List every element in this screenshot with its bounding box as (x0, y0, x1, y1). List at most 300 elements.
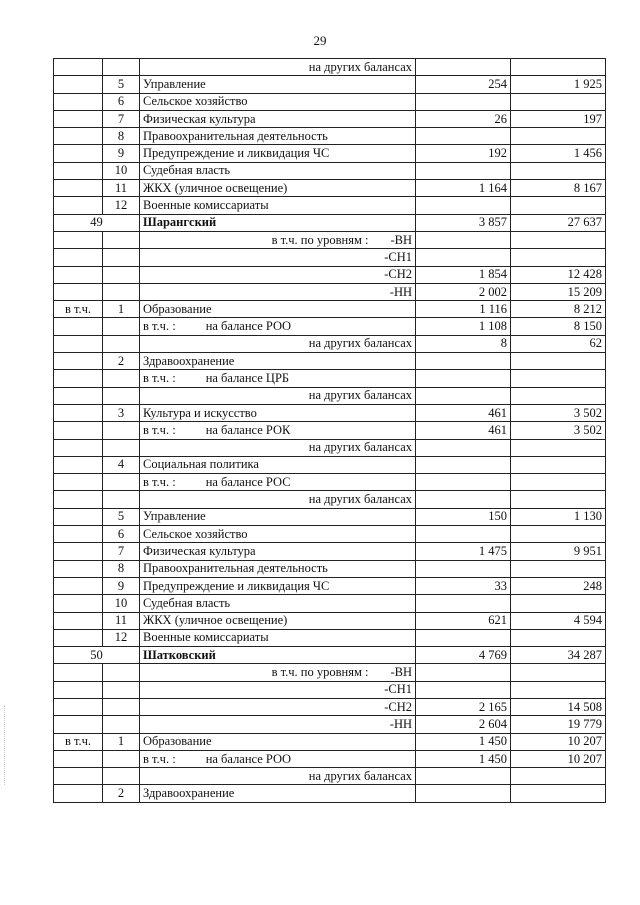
other-balances-label: на других балансах (308, 388, 412, 403)
region-number-cell (54, 647, 140, 664)
table-row (54, 629, 606, 646)
level-cell (140, 716, 416, 733)
table-row (54, 698, 606, 715)
item-number: 1 (117, 301, 125, 316)
budget-table (53, 58, 606, 803)
item-number-cell (103, 145, 140, 162)
item-number-cell (103, 301, 140, 318)
value-cell-b (511, 664, 606, 681)
item-number-cell (103, 404, 140, 421)
value-a: 2 165 (478, 699, 507, 714)
item-number: 5 (117, 509, 125, 524)
value-cell-a (416, 595, 511, 612)
level-code: -ВН (390, 232, 412, 247)
incl-cell (54, 595, 103, 612)
value-b: 10 207 (567, 734, 602, 749)
level-code: -СН1 (384, 682, 412, 697)
value-cell-a (416, 76, 511, 93)
other-balances-label: на других балансах (308, 440, 412, 455)
value-cell-a (416, 716, 511, 733)
other-balances-cell (140, 335, 416, 352)
item-number-cell (103, 180, 140, 197)
item-name: Здравоохранение (143, 786, 235, 801)
other-balances-cell (140, 768, 416, 785)
value-a: 1 164 (478, 180, 507, 195)
value-b: 15 209 (567, 284, 602, 299)
item-name: Сельское хозяйство (143, 94, 248, 109)
value-cell-b (511, 145, 606, 162)
incl-cell (54, 128, 103, 145)
item-number-cell (103, 612, 140, 629)
item-number-cell (103, 577, 140, 594)
incl-cell (54, 266, 103, 283)
value-cell-a (416, 128, 511, 145)
value-cell-a (416, 647, 511, 664)
table-row (54, 266, 606, 283)
balance-label: на балансе РОС (205, 474, 291, 489)
table-row (54, 404, 606, 421)
item-name-cell (140, 180, 416, 197)
item-name: Судебная власть (143, 595, 231, 610)
item-number: 8 (117, 128, 125, 143)
item-number-cell (103, 128, 140, 145)
item-number-cell (103, 768, 140, 785)
balance-prefix: в т.ч. : (143, 319, 176, 334)
item-name-cell (140, 128, 416, 145)
item-name: Судебная власть (143, 163, 231, 178)
item-number-cell (103, 162, 140, 179)
level-cell (140, 664, 416, 681)
value-cell-a (416, 526, 511, 543)
other-balances-label: на других балансах (308, 768, 412, 783)
item-name: Сельское хозяйство (143, 526, 248, 541)
item-name-cell (140, 560, 416, 577)
item-name: Образование (143, 734, 212, 749)
value-b: 9 951 (573, 543, 602, 558)
item-number: 1 (117, 734, 125, 749)
table-row (54, 647, 606, 664)
table-row (54, 750, 606, 767)
table-row (54, 180, 606, 197)
value-b: 19 779 (567, 716, 602, 731)
value-cell-b (511, 508, 606, 525)
incl-label: в т.ч. (64, 301, 92, 316)
incl-cell (54, 318, 103, 335)
item-number: 2 (117, 353, 125, 368)
value-cell-a (416, 474, 511, 491)
table-row (54, 560, 606, 577)
item-number-cell (103, 422, 140, 439)
incl-cell (54, 716, 103, 733)
item-name: Предупреждение и ликвидация ЧС (143, 146, 330, 161)
value-cell-b (511, 716, 606, 733)
value-cell-a (416, 439, 511, 456)
value-b: 4 594 (573, 613, 602, 628)
value-cell-a (416, 560, 511, 577)
table-row (54, 162, 606, 179)
item-number-cell (103, 474, 140, 491)
item-name-cell (140, 508, 416, 525)
balance-cell (140, 318, 416, 335)
table-row (54, 318, 606, 335)
value-a: 1 475 (478, 543, 507, 558)
item-name-cell (140, 733, 416, 750)
item-number-cell (103, 231, 140, 248)
value-cell-a (416, 681, 511, 698)
value-cell-a (416, 231, 511, 248)
table-row (54, 785, 606, 802)
value-cell-b (511, 93, 606, 110)
value-a: 621 (488, 613, 507, 628)
value-a: 26 (494, 111, 507, 126)
item-number: 8 (117, 561, 125, 576)
table-row (54, 110, 606, 127)
incl-cell (54, 750, 103, 767)
table-row (54, 335, 606, 352)
item-name-cell (140, 93, 416, 110)
incl-cell (54, 231, 103, 248)
item-number-cell (103, 750, 140, 767)
item-name-cell (140, 110, 416, 127)
incl-cell (54, 474, 103, 491)
table-row (54, 664, 606, 681)
item-number-cell (103, 283, 140, 300)
value-cell-b (511, 595, 606, 612)
incl-cell (54, 491, 103, 508)
value-cell-a (416, 456, 511, 473)
item-name: Военные комиссариаты (143, 198, 269, 213)
item-number-cell (103, 629, 140, 646)
table-row (54, 128, 606, 145)
level-cell (140, 249, 416, 266)
incl-cell (54, 577, 103, 594)
incl-cell (54, 93, 103, 110)
value-b: 248 (583, 578, 602, 593)
value-cell-b (511, 768, 606, 785)
value-cell-a (416, 543, 511, 560)
balance-label: на балансе РОО (205, 319, 292, 334)
balance-label: на балансе ЦРБ (205, 370, 290, 385)
item-number: 9 (117, 146, 125, 161)
item-number: 10 (114, 595, 128, 610)
value-cell-b (511, 474, 606, 491)
item-number: 5 (117, 76, 125, 91)
incl-cell (54, 76, 103, 93)
table-row (54, 716, 606, 733)
table-row (54, 595, 606, 612)
balance-cell (140, 474, 416, 491)
incl-cell (54, 249, 103, 266)
table-row (54, 145, 606, 162)
value-cell-b (511, 439, 606, 456)
item-number: 6 (117, 94, 125, 109)
value-cell-b (511, 387, 606, 404)
level-code: -ВН (390, 665, 412, 680)
scan-margin-mark (4, 705, 7, 785)
item-number-cell (103, 733, 140, 750)
item-number-cell (103, 318, 140, 335)
level-prefix: в т.ч. по уровням : (271, 232, 369, 247)
incl-cell (54, 387, 103, 404)
incl-cell (54, 733, 103, 750)
budget-table-body (54, 59, 606, 803)
item-name: Социальная политика (143, 457, 259, 472)
item-name-cell (140, 76, 416, 93)
other-balances-cell (140, 387, 416, 404)
balance-prefix: в т.ч. : (143, 370, 176, 385)
value-cell-b (511, 750, 606, 767)
value-cell-a (416, 629, 511, 646)
item-name: Физическая культура (143, 543, 256, 558)
item-name-cell (140, 785, 416, 802)
item-number: 4 (117, 457, 125, 472)
value-cell-a (416, 214, 511, 231)
item-number-cell (103, 785, 140, 802)
value-cell-b (511, 785, 606, 802)
item-name: Образование (143, 301, 212, 316)
item-number-cell (103, 664, 140, 681)
item-name: Правоохранительная деятельность (143, 128, 328, 143)
value-cell-b (511, 370, 606, 387)
value-cell-a (416, 249, 511, 266)
item-number-cell (103, 716, 140, 733)
level-code: -СН2 (384, 267, 412, 282)
value-cell-a (416, 387, 511, 404)
region-number: 49 (90, 215, 103, 230)
incl-cell (54, 335, 103, 352)
item-name-cell (140, 353, 416, 370)
table-row (54, 508, 606, 525)
item-number-cell (103, 266, 140, 283)
item-name-cell (140, 629, 416, 646)
table-row (54, 422, 606, 439)
item-number-cell (103, 439, 140, 456)
value-cell-b (511, 526, 606, 543)
table-row (54, 491, 606, 508)
item-name: Управление (143, 76, 206, 91)
value-cell-b (511, 162, 606, 179)
region-number-cell (54, 214, 140, 231)
item-name-cell (140, 404, 416, 421)
table-row (54, 76, 606, 93)
region-number: 50 (90, 647, 103, 662)
level-cell (140, 681, 416, 698)
incl-cell (54, 698, 103, 715)
value-a: 3 857 (478, 215, 507, 230)
level-cell (140, 231, 416, 248)
value-b: 62 (589, 336, 602, 351)
value-cell-b (511, 76, 606, 93)
value-cell-b (511, 266, 606, 283)
value-cell-b (511, 197, 606, 214)
item-name-cell (140, 543, 416, 560)
value-cell-b (511, 577, 606, 594)
item-number-cell (103, 681, 140, 698)
value-b: 12 428 (567, 267, 602, 282)
value-cell-a (416, 733, 511, 750)
item-number-cell (103, 560, 140, 577)
incl-cell (54, 508, 103, 525)
item-number: 11 (114, 613, 128, 628)
value-cell-b (511, 180, 606, 197)
item-number: 3 (117, 405, 125, 420)
balance-label: на балансе РОО (205, 751, 292, 766)
item-number-cell (103, 197, 140, 214)
value-cell-a (416, 370, 511, 387)
value-cell-b (511, 59, 606, 76)
value-b: 197 (583, 111, 602, 126)
other-balances-cell (140, 491, 416, 508)
value-b: 34 287 (567, 647, 602, 662)
other-balances-label: на других балансах (308, 492, 412, 507)
item-name: Предупреждение и ликвидация ЧС (143, 578, 330, 593)
level-code: -НН (389, 716, 412, 731)
value-cell-a (416, 93, 511, 110)
item-name-cell (140, 197, 416, 214)
item-number: 7 (117, 111, 125, 126)
other-balances-cell (140, 59, 416, 76)
item-name: Здравоохранение (143, 353, 235, 368)
value-cell-a (416, 353, 511, 370)
value-cell-a (416, 404, 511, 421)
item-number: 12 (114, 630, 128, 645)
incl-cell (54, 629, 103, 646)
item-name: Военные комиссариаты (143, 630, 269, 645)
incl-cell (54, 301, 103, 318)
value-a: 1 854 (478, 267, 507, 282)
table-row (54, 612, 606, 629)
value-a: 2 002 (478, 284, 507, 299)
incl-cell (54, 439, 103, 456)
table-row (54, 214, 606, 231)
item-number-cell (103, 543, 140, 560)
value-cell-b (511, 647, 606, 664)
item-number-cell (103, 508, 140, 525)
item-name-cell (140, 526, 416, 543)
value-cell-a (416, 162, 511, 179)
incl-cell (54, 681, 103, 698)
value-a: 8 (500, 336, 507, 351)
page-number: 29 (313, 33, 327, 48)
item-name: Правоохранительная деятельность (143, 561, 328, 576)
table-row (54, 387, 606, 404)
value-cell-a (416, 301, 511, 318)
item-number: 6 (117, 526, 125, 541)
item-number: 7 (117, 543, 125, 558)
level-cell (140, 283, 416, 300)
incl-cell (54, 664, 103, 681)
value-a: 1 450 (478, 751, 507, 766)
item-number: 12 (114, 198, 128, 213)
balance-prefix: в т.ч. : (143, 474, 176, 489)
value-b: 14 508 (567, 699, 602, 714)
item-number-cell (103, 456, 140, 473)
value-cell-b (511, 422, 606, 439)
level-code: -СН2 (384, 699, 412, 714)
incl-cell (54, 543, 103, 560)
item-name: Культура и искусство (143, 405, 257, 420)
level-prefix: в т.ч. по уровням : (271, 665, 369, 680)
value-a: 150 (488, 509, 507, 524)
incl-cell (54, 197, 103, 214)
table-row (54, 301, 606, 318)
value-a: 461 (488, 422, 507, 437)
item-number-cell (103, 93, 140, 110)
value-cell-a (416, 664, 511, 681)
balance-prefix: в т.ч. : (143, 751, 176, 766)
item-name: ЖКХ (уличное освещение) (143, 180, 288, 195)
value-cell-a (416, 491, 511, 508)
item-number-cell (103, 59, 140, 76)
value-cell-b (511, 733, 606, 750)
value-cell-a (416, 59, 511, 76)
item-number-cell (103, 110, 140, 127)
table-row (54, 543, 606, 560)
balance-cell (140, 370, 416, 387)
value-cell-a (416, 197, 511, 214)
region-name-cell (140, 214, 416, 231)
other-balances-cell (140, 439, 416, 456)
incl-cell (54, 612, 103, 629)
item-name-cell (140, 456, 416, 473)
value-cell-b (511, 491, 606, 508)
value-cell-a (416, 283, 511, 300)
incl-cell (54, 283, 103, 300)
item-name: Физическая культура (143, 111, 256, 126)
table-row (54, 768, 606, 785)
value-a: 254 (488, 76, 507, 91)
incl-cell (54, 768, 103, 785)
value-cell-b (511, 629, 606, 646)
value-cell-b (511, 612, 606, 629)
value-b: 8 167 (573, 180, 602, 195)
value-cell-a (416, 768, 511, 785)
value-cell-a (416, 785, 511, 802)
table-row (54, 456, 606, 473)
value-cell-b (511, 318, 606, 335)
table-row (54, 577, 606, 594)
value-cell-b (511, 301, 606, 318)
table-row (54, 93, 606, 110)
table-row (54, 353, 606, 370)
item-number-cell (103, 370, 140, 387)
value-cell-b (511, 404, 606, 421)
item-number-cell (103, 526, 140, 543)
item-number: 10 (114, 163, 128, 178)
incl-cell (54, 370, 103, 387)
table-row (54, 59, 606, 76)
value-cell-b (511, 698, 606, 715)
item-number-cell (103, 387, 140, 404)
value-b: 10 207 (567, 751, 602, 766)
value-b: 27 637 (567, 215, 602, 230)
balance-cell (140, 750, 416, 767)
value-cell-a (416, 318, 511, 335)
value-cell-b (511, 335, 606, 352)
table-row (54, 681, 606, 698)
value-cell-b (511, 543, 606, 560)
value-cell-a (416, 422, 511, 439)
value-a: 33 (494, 578, 507, 593)
region-name-cell (140, 647, 416, 664)
value-a: 2 604 (478, 716, 507, 731)
table-row (54, 370, 606, 387)
item-name-cell (140, 301, 416, 318)
value-cell-b (511, 110, 606, 127)
value-b: 1 925 (573, 76, 602, 91)
incl-cell (54, 456, 103, 473)
value-cell-a (416, 577, 511, 594)
